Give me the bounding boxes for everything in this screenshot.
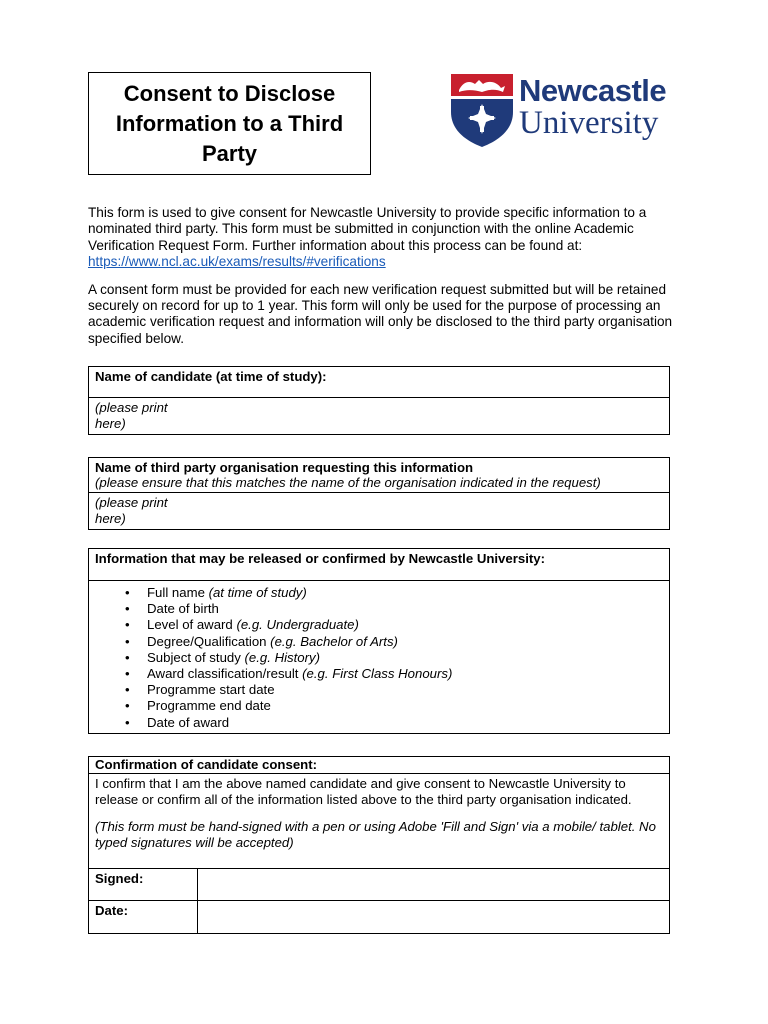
release-info-item [119,617,663,633]
release-info-heading: Information that may be released or confirmed by Newcastle University: [89,549,670,581]
release-info-item-label: Programme end date [147,698,271,714]
third-party-name-field[interactable] [89,493,670,530]
release-info-item-label: Date of award [147,714,230,730]
consent-table [88,756,670,934]
release-info-list-cell [89,581,670,734]
release-info-item [119,601,663,617]
release-info-list [95,585,663,731]
third-party-heading: Name of third party organisation requesting this information [95,460,474,475]
release-info-item [119,698,663,714]
consent-signature-note: (This form must be hand-signed with a pen or using Adobe 'Fill and Sign' via a mobile/ tablet. No typed signatures will be accepted) [95,819,656,850]
page-title: Consent to Disclose Information to a Third Party [115,80,344,166]
consent-statement: I confirm that I am the above named candidate and give consent to Newcastle University to release or confirm all of the information listed above to the third party organisation indicated. [95,776,632,807]
candidate-name-table [88,366,670,435]
release-info-table [88,548,670,734]
release-info-item-example: (e.g. Undergraduate) [236,617,359,633]
signed-label: Signed: [89,869,198,901]
intro-paragraph-1 [88,205,678,271]
release-info-item-label: Degree/Qualification [147,633,267,649]
release-info-item-label: Date of birth [147,601,219,617]
release-info-item-example: (e.g. Bachelor of Arts) [270,633,398,649]
release-info-item-example: (at time of study) [208,585,307,600]
release-info-item [119,650,663,666]
third-party-hint: (please print here) [95,495,168,526]
logo-line-1: Newcastle [519,73,667,108]
third-party-note: (please ensure that this matches the name of the organisation indicated in the request) [95,475,601,490]
release-info-item-example: (e.g. First Class Honours) [302,666,453,682]
university-logo [449,72,679,152]
release-info-item [119,666,663,682]
release-info-item [119,585,663,601]
candidate-name-hint: (please print here) [95,400,168,431]
verifications-link[interactable]: https://www.ncl.ac.uk/exams/results/#verifications [88,254,386,270]
release-info-item-label: Subject of study [147,649,241,665]
third-party-table [88,457,670,530]
release-info-item-label: Full name [147,585,205,600]
signature-field[interactable] [198,869,670,901]
release-info-item-label: Level of award [147,617,233,633]
consent-heading: Confirmation of candidate consent: [89,757,670,774]
third-party-heading-cell [89,458,670,493]
intro-paragraph-1-text: This form is used to give consent for Newcastle University to provide specific information to a nominated third party. This form must be submitted in conjunction with the online Academic Verification Request Form. Further information about this process can be found at: [88,205,647,253]
candidate-name-field[interactable] [89,398,670,435]
consent-text-cell [89,774,670,869]
intro-paragraph-2: A consent form must be provided for each new verification request submitted but will be retained securely on record for up to 1 year. This form will only be used for the purpose of processing an academic verification request and information will only be disclosed to the third party organisation specified below. [88,281,673,346]
logo-wordmark [519,73,667,141]
date-field[interactable] [198,901,670,934]
date-label: Date: [89,901,198,934]
release-info-item-label: Programme start date [147,682,275,698]
logo-line-2: University [519,105,659,141]
title-box [88,72,371,175]
release-info-item-example: (e.g. History) [244,649,320,665]
intro-text [88,205,678,358]
release-info-item [119,682,663,698]
university-shield-icon [449,72,515,148]
release-info-item [119,634,663,650]
release-info-item [119,715,663,731]
release-info-item-label: Award classification/result [147,666,299,682]
candidate-name-heading: Name of candidate (at time of study): [89,367,670,398]
